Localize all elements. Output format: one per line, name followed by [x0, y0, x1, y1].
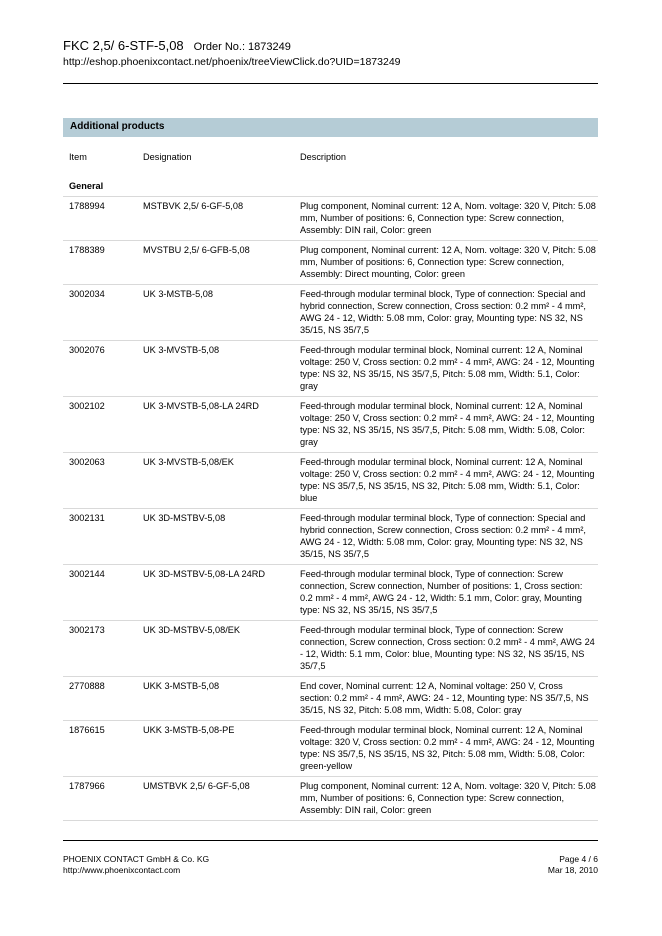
page-header: [63, 38, 603, 69]
products-table: [63, 140, 598, 815]
description: Feed-through modular terminal block, Type of connection: Screw connection, Screw connection, Cross section: 0.2 mm² - 4 mm², AWG 24 - 12, Width: 5.1 mm, Color: blue, Mounting type: NS 32, NS 35/15, NS 35/7,5: [300, 625, 595, 671]
table-row: [63, 508, 598, 564]
designation: UK 3-MVSTB-5,08/EK: [143, 457, 234, 467]
table-row: [63, 564, 598, 620]
column-header-description: Description: [300, 152, 346, 162]
item-number: 1788389: [69, 245, 105, 255]
item-number: 3002034: [69, 289, 105, 299]
designation: UK 3-MSTB-5,08: [143, 289, 213, 299]
description: Feed-through modular terminal block, Nominal current: 12 A, Nominal voltage: 320 V, Cross section: 0.2 mm² - 4 mm², AWG: 24 - 12, Mounting type: NS 35/7,5, NS 35/15, NS 32, Pitch: 5.08 mm, Width: 5.08, Color: green-yellow: [300, 725, 595, 771]
designation: UK 3-MVSTB-5,08: [143, 345, 220, 355]
item-number: 1788994: [69, 201, 105, 211]
description: Plug component, Nominal current: 12 A, Nom. voltage: 320 V, Pitch: 5.08 mm, Number of positions: 6, Connection type: Screw connection, Assembly: DIN rail, Color: green: [300, 781, 596, 815]
designation: UK 3D-MSTBV-5,08: [143, 513, 226, 523]
table-row: [63, 620, 598, 676]
designation: UK 3D-MSTBV-5,08/EK: [143, 625, 241, 635]
designation: UK 3-MVSTB-5,08-LA 24RD: [143, 401, 259, 411]
order-number: Order No.: 1873249: [193, 41, 291, 53]
item-number: 2770888: [69, 681, 105, 691]
footer-date: Mar 18, 2010: [547, 865, 598, 875]
table-row: [63, 196, 598, 240]
footer-page-number: Page 4 / 6: [559, 854, 598, 864]
table-row: [63, 776, 598, 821]
table-rows: [63, 196, 598, 821]
item-number: 3002063: [69, 457, 105, 467]
description: Feed-through modular terminal block, Type of connection: Screw connection, Screw connection, Number of positions: 1, Cross section: 0.2 mm² - 4 mm², AWG 24 - 12, Width: 5.1 mm, Color: gray, Mounting type: NS 32, NS 35/15, NS 35/7,5: [300, 569, 583, 615]
description: Plug component, Nominal current: 12 A, Nom. voltage: 320 V, Pitch: 5.08 mm, Number of positions: 6, Connection type: Screw connection, Assembly: DIN rail, Color: green: [300, 201, 596, 235]
description: Plug component, Nominal current: 12 A, Nom. voltage: 320 V, Pitch: 5.08 mm, Number of positions: 6, Connection type: Screw connection, Assembly: Direct mounting, Color: green: [300, 245, 596, 279]
group-label: General: [69, 181, 104, 191]
item-number: 3002102: [69, 401, 105, 411]
product-url[interactable]: http://eshop.phoenixcontact.net/phoenix/treeViewClick.do?UID=1873249: [63, 56, 401, 68]
designation: UMSTBVK 2,5/ 6-GF-5,08: [143, 781, 250, 791]
header-divider: [63, 83, 598, 84]
title-line: [63, 38, 603, 55]
designation: UKK 3-MSTB-5,08-PE: [143, 725, 235, 735]
description: Feed-through modular terminal block, Nominal current: 12 A, Nominal voltage: 250 V, Cross section: 0.2 mm² - 4 mm², AWG: 24 - 12, Mounting type: NS 35/7,5, NS 35/15, NS 32, Pitch: 5.08 mm, Width: 5.1, Color: blue: [300, 457, 595, 503]
table-row: [63, 396, 598, 452]
table-row: [63, 240, 598, 284]
description: Feed-through modular terminal block, Nominal current: 12 A, Nominal voltage: 250 V, Cross section: 0.2 mm² - 4 mm², AWG: 24 - 12, Mounting type: NS 32, NS 35/15, NS 35/7,5, Pitch: 5.08 mm, Width: 5.08, Color: gray: [300, 401, 595, 447]
table-header: [63, 140, 598, 173]
item-number: 3002144: [69, 569, 105, 579]
item-number: 3002173: [69, 625, 105, 635]
designation: MVSTBU 2,5/ 6-GFB-5,08: [143, 245, 250, 255]
column-header-designation: Designation: [143, 152, 192, 162]
table-row: [63, 720, 598, 776]
footer-website[interactable]: http://www.phoenixcontact.com: [63, 865, 181, 875]
footer-divider: [63, 840, 598, 841]
table-row: [63, 340, 598, 396]
item-number: 3002076: [69, 345, 105, 355]
item-number: 3002131: [69, 513, 105, 523]
product-title: FKC 2,5/ 6-STF-5,08: [63, 38, 184, 53]
table-row: [63, 452, 598, 508]
description: Feed-through modular terminal block, Type of connection: Special and hybrid connection, Screw connection, Cross section: 0.2 mm² - 4 mm², AWG 24 - 12, Width: 5.08 mm, Color: gray, Mounting type: NS 32, NS 35/15, NS 35/7,5: [300, 289, 586, 335]
table-row: [63, 284, 598, 340]
item-number: 1876615: [69, 725, 105, 735]
description: Feed-through modular terminal block, Nominal current: 12 A, Nominal voltage: 250 V, Cross section: 0.2 mm² - 4 mm², AWG: 24 - 12, Mounting type: NS 32, NS 35/15, NS 35/7,5, Pitch: 5.08 mm, Width: 5.1, Color: gray: [300, 345, 595, 391]
designation: UKK 3-MSTB-5,08: [143, 681, 220, 691]
designation: MSTBVK 2,5/ 6-GF-5,08: [143, 201, 244, 211]
column-header-item: Item: [69, 152, 87, 162]
section-title: Additional products: [70, 121, 165, 132]
description: Feed-through modular terminal block, Type of connection: Special and hybrid connection, Screw connection, Cross section: 0.2 mm² - 4 mm², AWG 24 - 12, Width: 5.08 mm, Color: gray, Mounting type: NS 32, NS 35/15, NS 35/7,5: [300, 513, 586, 559]
description: End cover, Nominal current: 12 A, Nominal voltage: 250 V, Cross section: 0.2 mm² - 4 mm², AWG: 24 - 12, Mounting type: NS 35/7,5, NS 35/15, NS 32, Pitch: 5.08 mm, Width: 5.08, Color: gray: [300, 681, 589, 715]
table-row: [63, 676, 598, 720]
footer-company: PHOENIX CONTACT GmbH & Co. KG: [63, 854, 210, 864]
designation: UK 3D-MSTBV-5,08-LA 24RD: [143, 569, 266, 579]
section-header: [63, 118, 598, 137]
item-number: 1787966: [69, 781, 105, 791]
